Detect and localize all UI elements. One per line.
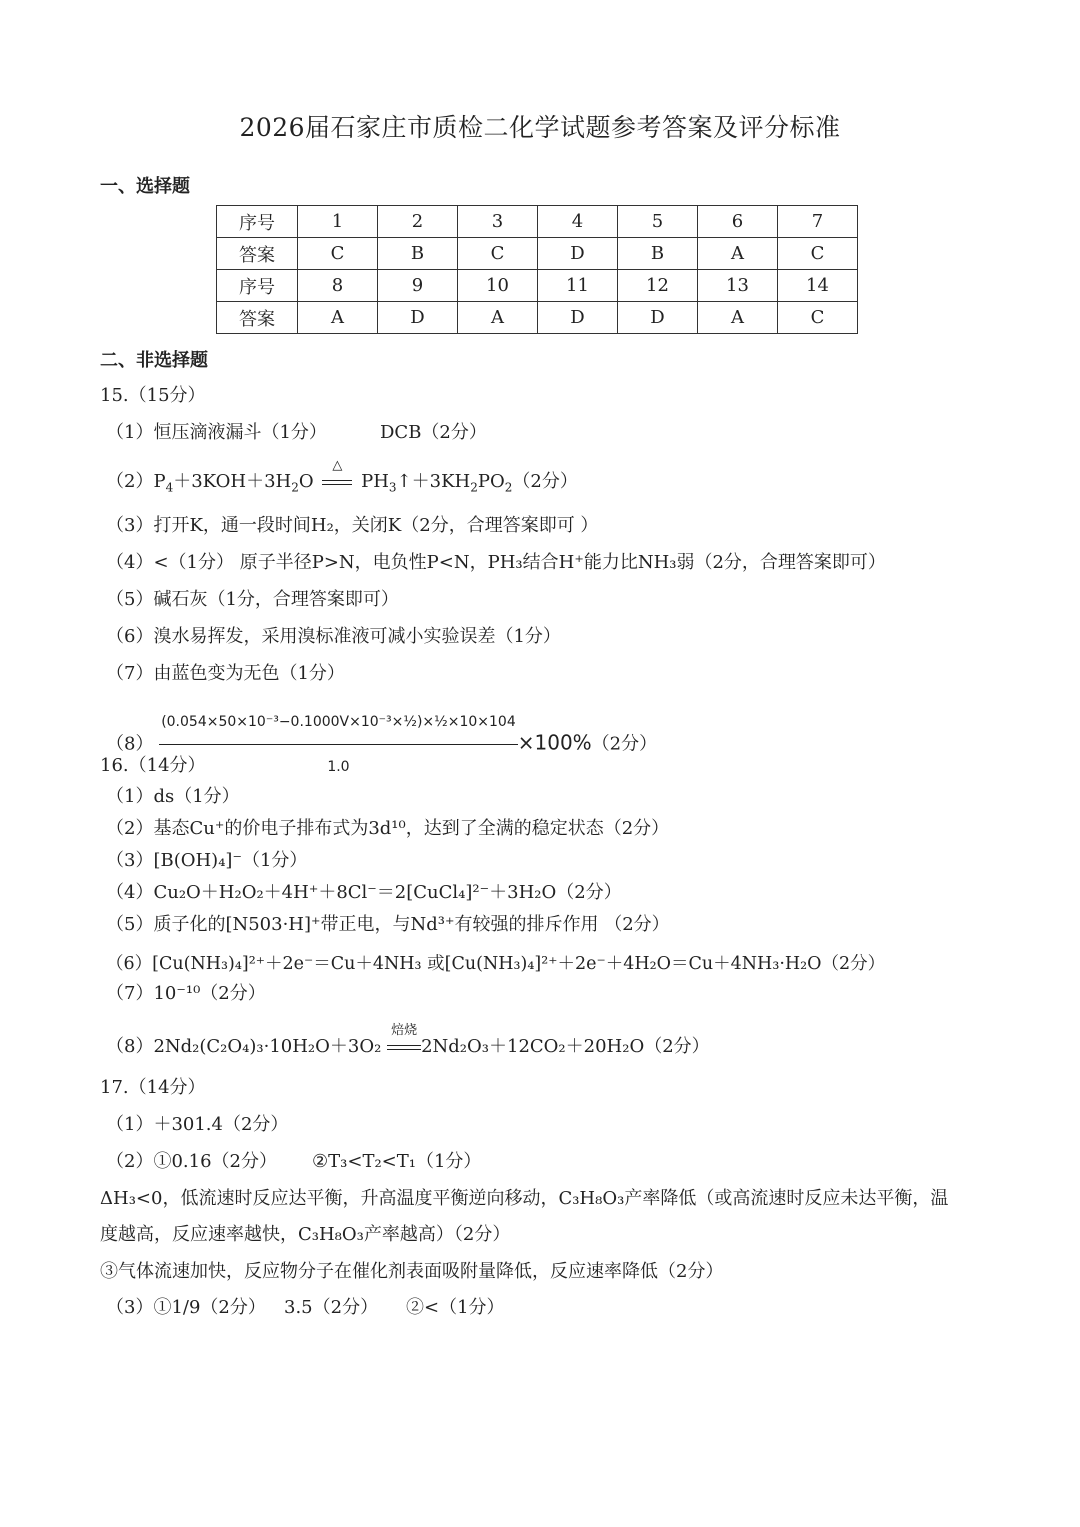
q15-line-8-tail: ×100% bbox=[517, 730, 592, 755]
q17-line-2b: ②T₃<T₂<T₁（1分） bbox=[312, 1151, 482, 1172]
q15-line-2-prefix: （2）P bbox=[106, 471, 166, 492]
table-cell: 序号 bbox=[217, 270, 298, 302]
table-cell: 14 bbox=[778, 270, 858, 302]
q15-header: 15.（15分） bbox=[100, 385, 206, 406]
table-cell: 8 bbox=[298, 270, 378, 302]
fraction-denominator: 1.0 bbox=[327, 759, 350, 775]
q16-line-8 bbox=[106, 1023, 710, 1059]
q15-line-6: （6）溴水易挥发，采用溴标准液可减小实验误差（1分） bbox=[106, 626, 561, 647]
q16-line-8-left: （8）2Nd₂(C₂O₄)₃·10H₂O＋3O₂ bbox=[106, 1036, 382, 1057]
table-cell: 10 bbox=[458, 270, 538, 302]
table-cell: 4 bbox=[538, 206, 618, 238]
q15-line-2: $(2)P_4+3KOH+3H_2O$ △ $PH_3↑+3KH_2PO_2(2$分） bbox=[106, 470, 578, 500]
table-cell: D bbox=[618, 302, 698, 334]
table-cell: D bbox=[378, 302, 458, 334]
q15-line-7: （7）由蓝色变为无色（1分） bbox=[106, 663, 345, 684]
table-cell: 2 bbox=[378, 206, 458, 238]
q17-line-6b: 3.5（2分） bbox=[284, 1297, 379, 1318]
q15-line-5: （5）碱石灰（1分，合理答案即可） bbox=[106, 589, 399, 610]
q15-line-2-score: （2分） bbox=[512, 471, 578, 492]
table-cell: C bbox=[298, 238, 378, 270]
q16-line-8-right: 2Nd₂O₃＋12CO₂＋20H₂O（2分） bbox=[421, 1036, 710, 1057]
table-row bbox=[217, 270, 858, 302]
heat-triangle-icon: △ bbox=[332, 458, 343, 473]
fraction-numerator: (0.054×50×10⁻³−0.1000V×10⁻³×½)×½×10×104 bbox=[159, 702, 518, 745]
q15-line-3: （3）打开K，通一段时间H₂，关闭K（2分，合理答案即可 ） bbox=[106, 515, 599, 536]
heat-equals-sign bbox=[322, 458, 352, 494]
table-cell: 序号 bbox=[217, 206, 298, 238]
roasting-equals-sign bbox=[387, 1023, 421, 1059]
table-cell: B bbox=[378, 238, 458, 270]
q17-line-5: ③气体流速加快，反应物分子在催化剂表面吸附量降低，反应速率降低（2分） bbox=[100, 1261, 724, 1282]
q16-line-2: （2）基态Cu⁺的价电子排布式为3d¹⁰，达到了全满的稳定状态（2分） bbox=[106, 818, 670, 839]
table-cell: A bbox=[698, 302, 778, 334]
table-cell: 9 bbox=[378, 270, 458, 302]
q16-line-4: （4）Cu₂O＋H₂O₂＋4H⁺＋8Cl⁻＝2[CuCl₄]²⁻＋3H₂O（2分） bbox=[106, 882, 622, 903]
q15-line-8-prefix: （8） bbox=[106, 733, 154, 755]
q16-line-5: （5）质子化的[N503·H]⁺带正电，与Nd³⁺有较强的排斥作用 （2分） bbox=[106, 914, 670, 935]
table-cell: A bbox=[298, 302, 378, 334]
q17-line-3: ΔH₃<0，低流速时反应达平衡，升高温度平衡逆向移动，C₃H₈O₃产率降低（或高流速时反应未达平衡，温 bbox=[100, 1188, 949, 1209]
q17-line-6a: （3）①1/9（2分） bbox=[106, 1297, 266, 1318]
table-cell: C bbox=[458, 238, 538, 270]
table-cell: 7 bbox=[778, 206, 858, 238]
page-title: 2026届石家庄市质检二化学试题参考答案及评分标准 bbox=[239, 113, 841, 142]
table-cell: C bbox=[778, 238, 858, 270]
q17-line-4: 度越高，反应速率越快，C₃H₈O₃产率越高）（2分） bbox=[100, 1224, 511, 1245]
table-cell: D bbox=[538, 302, 618, 334]
table-cell: 答案 bbox=[217, 238, 298, 270]
choice-answer-table bbox=[216, 205, 858, 334]
q16-line-6: （6）[Cu(NH₃)₄]²⁺＋2e⁻＝Cu＋4NH₃ 或[Cu(NH₃)₄]²⁺＋2e⁻＋4H₂O＝Cu＋4NH₃·H₂O（2分） bbox=[106, 954, 886, 974]
q17-line-6c: ②<（1分） bbox=[406, 1297, 505, 1318]
q16-line-3: （3）[B(OH)₄]⁻（1分） bbox=[106, 850, 308, 871]
q16-header: 16.（14分） bbox=[100, 755, 206, 776]
table-cell: 6 bbox=[698, 206, 778, 238]
table-cell: A bbox=[698, 238, 778, 270]
table-row bbox=[217, 302, 858, 334]
table-cell: 答案 bbox=[217, 302, 298, 334]
q15-line-8-score: （2分） bbox=[591, 733, 658, 755]
q17-line-2a: （2）①0.16（2分） bbox=[106, 1151, 277, 1172]
section-heading-nonchoice: 二、非选择题 bbox=[100, 350, 208, 371]
q15-line-1a: （1）恒压滴液漏斗（1分） bbox=[106, 422, 327, 443]
q15-line-4: （4）<（1分） 原子半径P>N，电负性P<N，PH₃结合H⁺能力比NH₃弱（2分，合理答案即可） bbox=[106, 552, 886, 573]
q17-line-1: （1）＋301.4（2分） bbox=[106, 1114, 289, 1135]
table-cell: B bbox=[618, 238, 698, 270]
table-cell: D bbox=[538, 238, 618, 270]
section-heading-choice: 一、选择题 bbox=[100, 176, 190, 197]
table-cell: 13 bbox=[698, 270, 778, 302]
table-cell: 1 bbox=[298, 206, 378, 238]
purity-fraction bbox=[159, 702, 518, 787]
table-cell: 3 bbox=[458, 206, 538, 238]
table-row bbox=[217, 238, 858, 270]
q16-line-7: （7）10⁻¹⁰（2分） bbox=[106, 983, 266, 1004]
table-cell: 5 bbox=[618, 206, 698, 238]
q17-header: 17.（14分） bbox=[100, 1077, 206, 1098]
roasting-condition: 焙烧 bbox=[391, 1023, 418, 1038]
table-row bbox=[217, 206, 858, 238]
table-cell: 11 bbox=[538, 270, 618, 302]
table-cell: A bbox=[458, 302, 538, 334]
q15-line-1b: DCB（2分） bbox=[380, 422, 487, 443]
q16-line-1: （1）ds（1分） bbox=[106, 786, 240, 807]
table-cell: C bbox=[778, 302, 858, 334]
table-cell: 12 bbox=[618, 270, 698, 302]
